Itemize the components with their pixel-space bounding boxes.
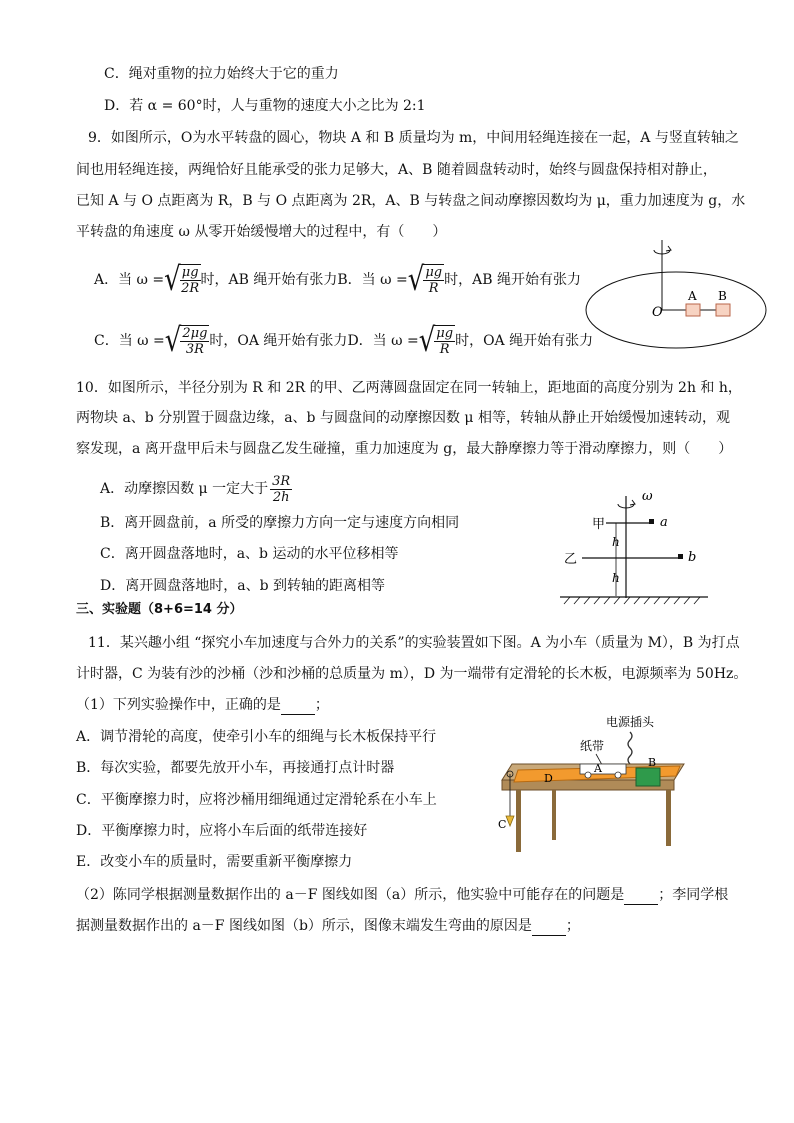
q10-option-a-prefix: A．动摩擦因数 μ 一定大于: [100, 481, 269, 497]
q11-sub2-line2-text: 据测量数据作出的 a－F 图线如图（b）所示，图像末端发生弯曲的原因是: [76, 918, 532, 934]
q10-stem-line3: 察发现，a 离开盘甲后未与圆盘乙发生碰撞，重力加速度为 g，最大静摩擦力等于滑动摩擦力，则（ ）: [76, 441, 733, 457]
label-b: b: [688, 550, 697, 565]
q8-option-d: D．若 α = 60°时，人与重物的速度大小之比为 2:1: [104, 98, 426, 114]
q9-option-b-sqrt: √ $\frac{\mu g}{R}$: [407, 261, 443, 299]
q11-option-b: B．每次实验，都要先放开小车，再接通打点计时器: [76, 760, 395, 776]
q9-option-c-suffix: 时，OA 绳开始有张力: [209, 333, 348, 349]
q10-stem-line2: 两物块 a、b 分别置于圆盘边缘，a、b 与圆盘间的动摩擦因数 μ 相等，转轴从静止开始缓慢加速转动，观: [76, 410, 730, 426]
label-b: B: [648, 756, 657, 769]
answer-blank-2[interactable]: [624, 890, 658, 905]
q11-sub2-line2-end: ；: [565, 918, 580, 934]
q11-option-a: A．调节滑轮的高度，使牵引小车的细绳与长木板保持平行: [76, 729, 437, 745]
q11-option-d: D．平衡摩擦力时，应将小车后面的纸带连接好: [76, 823, 368, 839]
q11-apparatus-figure: [496, 712, 700, 856]
block-b: [716, 304, 730, 316]
q10-option-c: C．离开圆盘落地时，a、b 运动的水平位移相等: [100, 546, 399, 562]
table-leg-1: [516, 790, 521, 852]
q9-option-d-den: R: [439, 342, 450, 357]
label-a: A: [688, 289, 697, 303]
ground-hatching: [564, 597, 700, 604]
q9-option-c-den: 3R: [185, 342, 204, 357]
q9-option-b-suffix: 时，AB 绳开始有张力: [444, 272, 581, 288]
q9-turntable-figure: [584, 232, 768, 350]
q9-option-d-suffix: 时，OA 绳开始有张力: [455, 333, 594, 349]
label-a: A: [594, 762, 602, 775]
q9-option-b-den: R: [428, 281, 439, 296]
q9-option-b-num: μg: [425, 265, 443, 280]
q9-stem-line4: 平转盘的角速度 ω 从零开始缓慢增大的过程中，有（ ）: [76, 224, 447, 240]
q9-option-c-d-row: [94, 323, 593, 359]
power-plug-label: 电源插头: [606, 715, 655, 729]
q11-option-c: C．平衡摩擦力时，应将沙桶用细绳通过定滑轮系在小车上: [76, 792, 437, 808]
q10-option-a-num: 3R: [272, 473, 291, 489]
q11-sub2-line2: [76, 916, 580, 936]
label-b: B: [718, 289, 727, 303]
q11-stem-line1: 11．某兴趣小组 “探究小车加速度与合外力的关系”的实验装置如下图。A 为小车（质量为 M），B 为打点: [88, 635, 740, 651]
q9-stem-line1: 9．如图所示，O为水平转盘的圆心，物块 A 和 B 质量均为 m，中间用轻绳连接在一起，A 与竖直转轴之: [88, 130, 739, 146]
q9-option-d-prefix: D．当 ω =: [347, 333, 419, 349]
q11-stem-line2: 计时器，C 为装有沙的沙桶（沙和沙桶的总质量为 m），D 为一端带有定滑轮的长木板，电源频率为 50Hz。: [76, 666, 748, 682]
q11-sub2-line1-text: （2）陈同学根据测量数据作出的 a－F 图线如图（a）所示，他实验中可能存在的问题是: [76, 887, 625, 903]
q9-stem-line2: 间也用轻绳连接，两绳恰好且能承受的张力足够大，A、B 随着圆盘转动时，始终与圆盘保持相对静止，: [76, 162, 717, 178]
q8-option-c: C．绳对重物的拉力始终大于它的重力: [104, 66, 339, 82]
answer-blank-1[interactable]: [281, 700, 315, 715]
timer-b: [636, 768, 660, 786]
label-o: O: [652, 305, 663, 320]
q9-option-b-prefix: B．当 ω =: [337, 272, 408, 288]
rotation-arrowhead-icon: [630, 500, 635, 505]
label-jia: 甲: [592, 517, 606, 532]
tape-label: 纸带: [580, 739, 605, 753]
label-c: C: [498, 818, 507, 831]
q9-option-a-b-row: [94, 262, 581, 298]
q9-option-a-prefix: A．当 ω =: [94, 272, 165, 288]
answer-blank-3[interactable]: [532, 921, 566, 936]
label-yi: 乙: [564, 552, 578, 567]
label-a: a: [660, 515, 668, 530]
q10-discs-figure: [556, 486, 716, 608]
q9-stem-line3: 已知 A 与 O 点距离为 R，B 与 O 点距离为 2R，A、B 与转盘之间动摩擦因数均为 μ，重力加速度为 g，水: [76, 193, 746, 209]
q10-option-d: D．离开圆盘落地时，a、b 到转轴的距离相等: [100, 578, 385, 594]
omega-label: ω: [642, 489, 653, 504]
q9-option-d-sqrt: √ $\frac{\mu g}{R}$: [418, 322, 454, 360]
label-h2: h: [612, 571, 620, 585]
q9-option-c-prefix: C．当 ω =: [94, 333, 165, 349]
q9-option-a-suffix: 时，AB 绳开始有张力: [200, 272, 338, 288]
q9-option-d-num: μg: [436, 326, 454, 341]
q11-sub1-end: ；: [314, 697, 329, 713]
q11-sub2-line1-end: ；李同学根: [658, 887, 729, 903]
q10-option-a-den: 2h: [272, 489, 290, 505]
q11-sub1: [76, 695, 329, 715]
table-leg-3: [666, 790, 671, 846]
sand-bucket-c: [506, 816, 514, 826]
block-a: [686, 304, 700, 316]
block-a: [649, 519, 654, 524]
section-3-title: 三、实验题（8+6=14 分）: [76, 602, 243, 617]
q10-option-a: [100, 472, 292, 506]
q9-option-a-num: μg: [181, 265, 199, 280]
q9-option-a-den: 2R: [181, 281, 200, 296]
q9-option-a-sqrt: √ $\frac{\mu g}{2R}$: [164, 261, 200, 299]
table-leg-2: [552, 790, 556, 840]
q9-option-c-sqrt: √ $\frac{2\mu g}{3R}$: [164, 322, 208, 360]
q11-option-e: E．改变小车的质量时，需要重新平衡摩擦力: [76, 854, 353, 870]
q10-option-b: B．离开圆盘前，a 所受的摩擦力方向一定与速度方向相同: [100, 515, 460, 531]
q9-option-c-num: 2μg: [182, 326, 208, 341]
label-h1: h: [612, 535, 620, 549]
cart-wheel-1: [585, 772, 591, 778]
q11-sub1-text: （1）下列实验操作中，正确的是: [76, 697, 281, 713]
label-d: D: [544, 772, 553, 785]
cart-wheel-2: [615, 772, 621, 778]
q11-sub2-line1: [76, 885, 728, 905]
block-b: [678, 554, 683, 559]
q10-stem-line1: 10．如图所示，半径分别为 R 和 2R 的甲、乙两薄圆盘固定在同一转轴上，距地面的高度分别为 2h 和 h，: [76, 380, 742, 396]
rotation-arrowhead-icon: [666, 246, 671, 251]
